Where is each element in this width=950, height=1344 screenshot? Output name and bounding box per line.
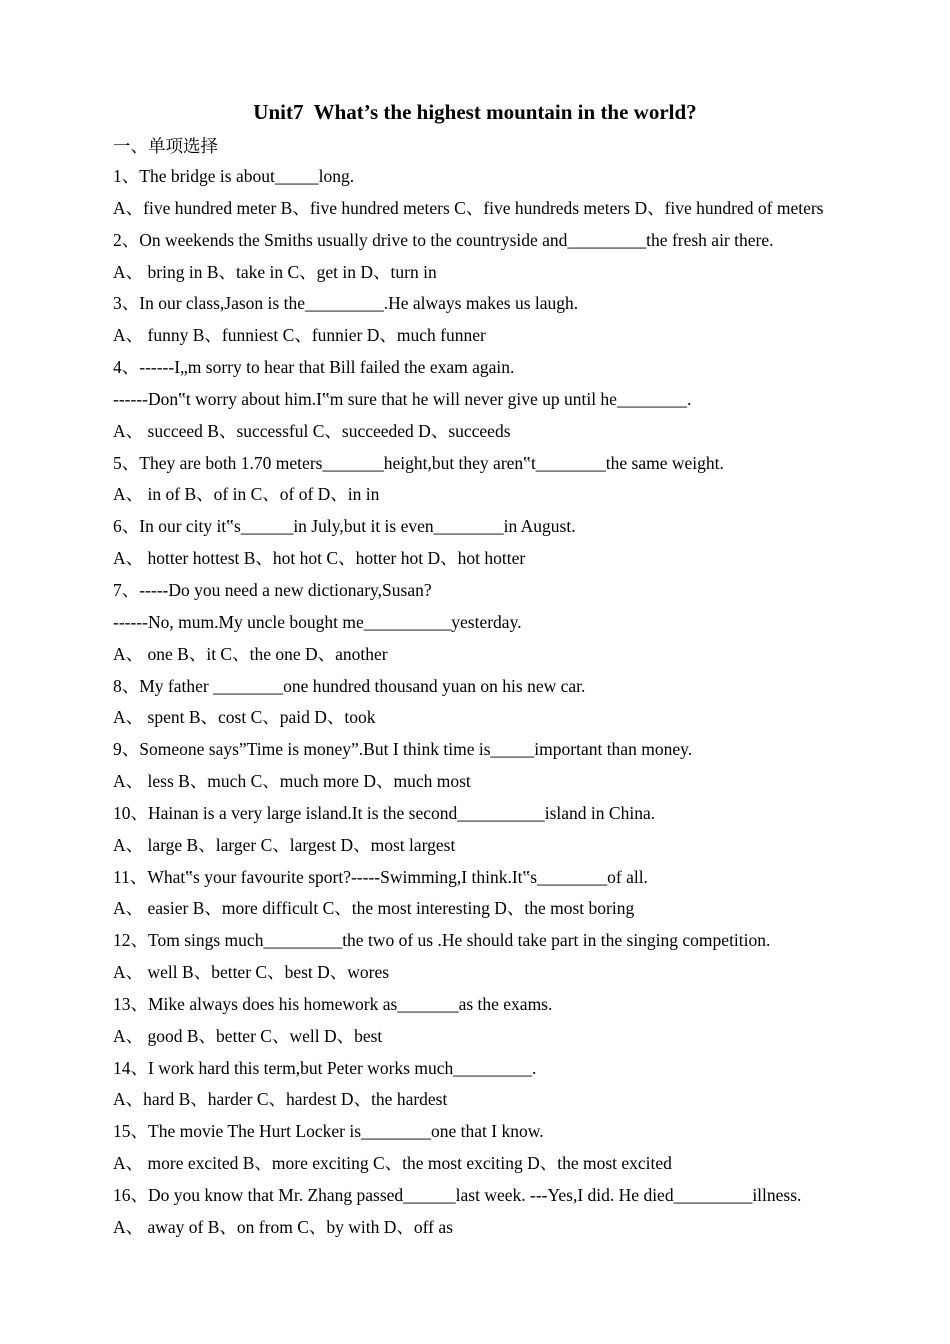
- answer-options: A、 one B、it C、the one D、another: [113, 643, 388, 664]
- question-text: 5、They are both 1.70 meters_______height,but they aren‟t________the same weight.: [113, 452, 724, 473]
- question-list: [113, 163, 903, 1246]
- question-text: 11、What‟s your favourite sport?-----Swimming,I think.It‟s________of all.: [113, 866, 648, 887]
- answer-options: A、hard B、harder C、hardest D、the hardest: [113, 1089, 448, 1110]
- answer-options: A、 in of B、of in C、of of D、in in: [113, 484, 380, 505]
- answer-options: A、 away of B、on from C、by with D、off as: [113, 1216, 453, 1237]
- question-text: ------No, mum.My uncle bought me__________yesterday.: [113, 611, 522, 632]
- answer-options: A、 funny B、funniest C、funnier D、much funner: [113, 325, 486, 346]
- question-text: 6、In our city it‟s______in July,but it is even________in August.: [113, 516, 576, 537]
- answer-options: A、 less B、much C、much more D、much most: [113, 771, 471, 792]
- answer-options: A、 large B、larger C、largest D、most largest: [113, 834, 456, 855]
- document-title: Unit7 What’s the highest mountain in the world?: [253, 100, 697, 124]
- question-text: 14、I work hard this term,but Peter works much_________.: [113, 1057, 537, 1078]
- question-text: 8、My father ________one hundred thousand yuan on his new car.: [113, 675, 586, 696]
- answer-options: A、 good B、better C、well D、best: [113, 1025, 383, 1046]
- question-text: 7、-----Do you need a new dictionary,Susan?: [113, 579, 432, 600]
- section-heading: 一、单项选择: [113, 136, 218, 156]
- answer-options: A、 succeed B、successful C、succeeded D、succeeds: [113, 420, 511, 441]
- question-text: 10、Hainan is a very large island.It is the second__________island in China.: [113, 802, 656, 823]
- answer-options: A、 bring in B、take in C、get in D、turn in: [113, 261, 437, 282]
- answer-options: A、 easier B、more difficult C、the most interesting D、the most boring: [113, 898, 635, 919]
- question-text: 9、Someone says”Time is money”.But I think time is_____important than money.: [113, 739, 693, 760]
- question-text: 15、The movie The Hurt Locker is________one that I know.: [113, 1121, 544, 1142]
- answer-options: A、 spent B、cost C、paid D、took: [113, 707, 376, 728]
- question-text: 16、Do you know that Mr. Zhang passed______last week. ---Yes,I did. He died_________illness.: [113, 1185, 802, 1205]
- answer-options: A、 more excited B、more exciting C、the most exciting D、the most excited: [113, 1153, 672, 1174]
- question-text: 1、The bridge is about_____long.: [113, 166, 355, 186]
- answer-options: A、 hotter hottest B、hot hot C、hotter hot D、hot hotter: [113, 548, 526, 569]
- question-text: 2、On weekends the Smiths usually drive to the countryside and_________the fresh air there.: [113, 229, 774, 250]
- answer-options: A、 well B、better C、best D、wores: [113, 962, 390, 983]
- question-text: 12、Tom sings much_________the two of us .He should take part in the singing competition.: [113, 930, 771, 951]
- question-text: ------Don‟t worry about him.I‟m sure that he will never give up until he________.: [113, 388, 692, 409]
- question-text: 13、Mike always does his homework as_______as the exams.: [113, 993, 553, 1014]
- question-text: 4、------I„m sorry to hear that Bill failed the exam again.: [113, 357, 515, 378]
- question-text: 3、In our class,Jason is the_________.He always makes us laugh.: [113, 293, 579, 314]
- answer-options: A、five hundred meter B、five hundred meters C、five hundreds meters D、five hundred of meters: [113, 197, 824, 218]
